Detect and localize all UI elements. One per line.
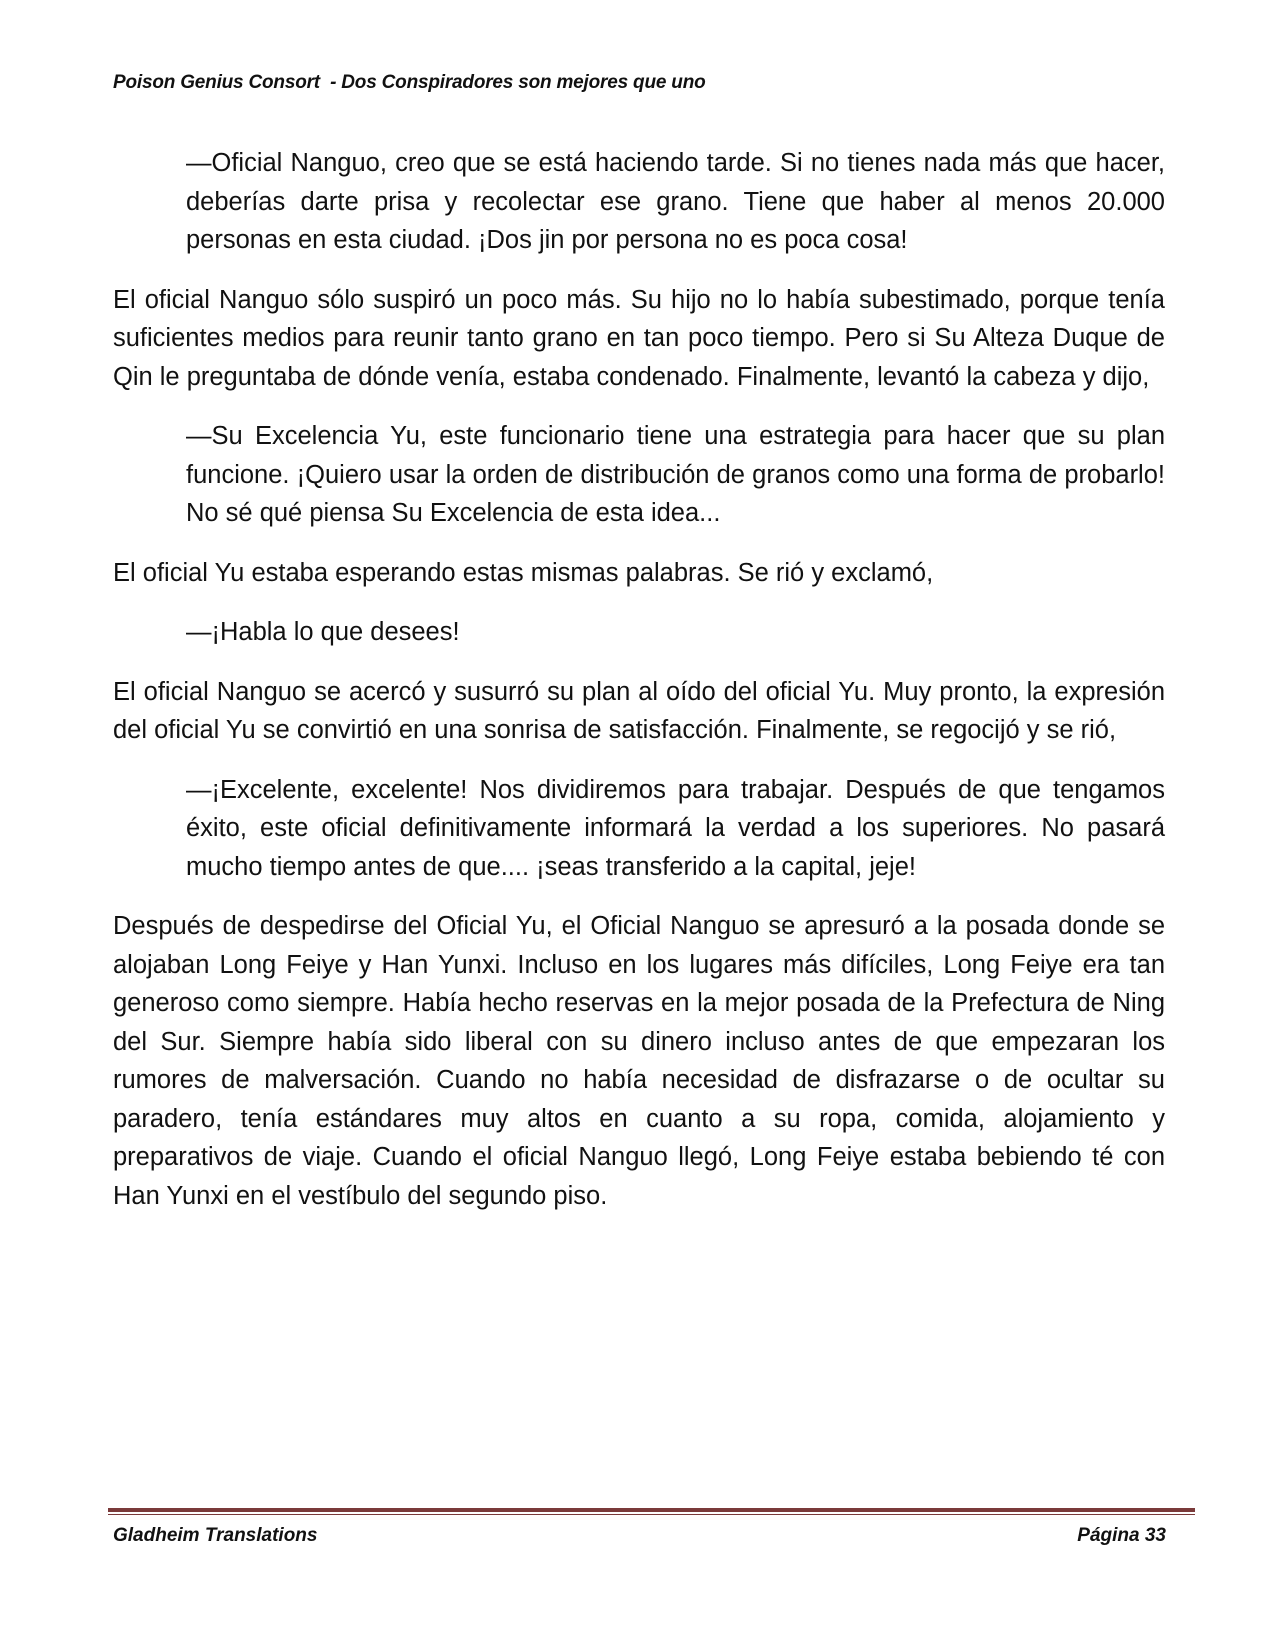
page-header-title: Poison Genius Consort - Dos Conspiradores son mejores que uno xyxy=(113,72,706,93)
footer-rule-thick xyxy=(108,1508,1195,1512)
dialogue-paragraph: —¡Excelente, excelente! Nos dividiremos para trabajar. Después de que tengamos éxito, este oficial definitivamente informará la verdad a los superiores. No pasará mucho tiempo antes de que.... ¡seas transferido a la capital, jeje! xyxy=(186,775,1165,881)
narration-paragraph: El oficial Nanguo sólo suspiró un poco más. Su hijo no lo había subestimado, porque tenía suficientes medios para reunir tanto grano en tan poco tiempo. Pero si Su Alteza Duque de Qin le preguntaba de dónde venía, estaba condenado. Finalmente, levantó la cabeza y dijo, xyxy=(113,285,1165,391)
footer-publisher: Gladheim Translations xyxy=(113,1525,318,1546)
dialogue-paragraph: —Su Excelencia Yu, este funcionario tiene una estrategia para hacer que su plan funcione. ¡Quiero usar la orden de distribución de granos como una forma de probarlo! No sé qué piensa Su Excelencia de esta idea... xyxy=(186,422,1165,527)
narration-paragraph: El oficial Yu estaba esperando estas mismas palabras. Se rió y exclamó, xyxy=(113,558,934,587)
footer-page-number: Página 33 xyxy=(1077,1525,1166,1546)
narration-paragraph: El oficial Nanguo se acercó y susurró su plan al oído del oficial Yu. Muy pronto, la expresión del oficial Yu se convirtió en una sonrisa de satisfacción. Finalmente, se regocijó y se rió, xyxy=(113,677,1165,744)
document-body xyxy=(113,144,1165,1236)
footer-rule-thin xyxy=(108,1514,1195,1515)
dialogue-paragraph: —Oficial Nanguo, creo que se está haciendo tarde. Si no tienes nada más que hacer, deberías darte prisa y recolectar ese grano. Tiene que haber al menos 20.000 personas en esta ciudad. ¡Dos jin por persona no es poca cosa! xyxy=(186,149,1165,254)
narration-paragraph: Después de despedirse del Oficial Yu, el Oficial Nanguo se apresuró a la posada donde se alojaban Long Feiye y Han Yunxi. Incluso en los lugares más difíciles, Long Feiye era tan generoso como siempre. Había hecho reservas en la mejor posada de la Prefectura de Ning del Sur. Siempre había sido liberal con su dinero incluso antes de que empezaran los rumores de malversación. Cuando no había necesidad de disfrazarse o de ocultar su paradero, tenía estándares muy altos en cuanto a su ropa, comida, alojamiento y preparativos de viaje. Cuando el oficial Nanguo llegó, Long Feiye estaba bebiendo té con Han Yunxi en el vestíbulo del segundo piso. xyxy=(113,912,1165,1210)
dialogue-paragraph: —¡Habla lo que desees! xyxy=(186,618,460,646)
